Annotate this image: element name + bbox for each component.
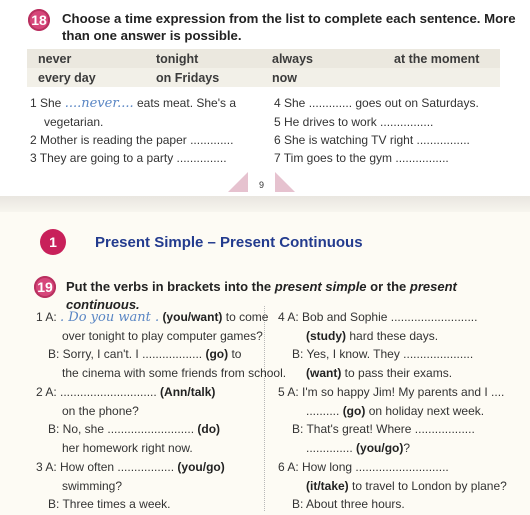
page-top [0,0,530,196]
dialogue-6-a: 6 A: How long ............................ [278,460,449,474]
column-separator [264,306,265,511]
word-option: at the moment [394,52,480,66]
verb-prompt: (go) [205,347,229,361]
dialogue-5-b-cont [306,441,410,456]
dialogue-4-a-cont [306,329,438,344]
exercise-18-instruction-line1: Choose a time expression from the list to complete each sentence. More [62,11,516,26]
dialogue-1-a-cont: over tonight to play computer games? [62,329,263,343]
dialogue-3-b: B: Three times a week. [48,497,171,511]
dialogue-2-a-cont: on the phone? [62,404,139,418]
dialogue-5-a: 5 A: I'm so happy Jim! My parents and I .... [278,385,505,399]
exercise-number: 19 [37,279,53,295]
instruction-emphasis: present simple [274,279,367,294]
verb-prompt: (you/go) [177,460,225,474]
dialogue-2-b [48,422,220,437]
instruction-text: or the [370,279,407,294]
dialogue-1-a [36,310,268,325]
unit-number: 1 [49,234,57,250]
word-option: tonight [156,52,199,66]
verb-prompt: (you/want) [162,310,223,324]
page-number: 9 [259,180,265,190]
sentence-text: hard these days. [349,329,439,343]
verb-prompt: (study) [306,329,346,343]
sentence-6: 6 She is watching TV right ................ [274,133,470,147]
sentence-text: to pass their exams. [344,366,453,380]
verb-prompt: (want) [306,366,342,380]
sentence-3: 3 They are going to a party ............... [30,151,227,165]
word-option: on Fridays [156,71,220,85]
sentence-text: B: Sorry, I can't. I .................. [48,347,203,361]
dialogue-5-a-cont [306,404,484,419]
page-gap [0,196,530,212]
sentence-text: 2 A: ............................. [36,385,157,399]
verb-prompt: (it/take) [306,479,349,493]
sentence-text: .......... [306,404,340,418]
sentence-text: on holiday next week. [368,404,485,418]
dialogue-4-b-cont [306,366,452,381]
sentence-text: 1 She [30,96,62,110]
unit-title: Present Simple – Present Continuous [95,234,363,251]
exercise-18-instruction-line2: than one answer is possible. [62,28,242,43]
word-option: never [38,52,72,66]
unit-number-badge [40,229,66,255]
speaker-label: 1 A: [36,310,57,324]
sentence-text: to travel to London by plane? [352,479,507,493]
dialogue-3-a [36,460,225,475]
page-corner-left [228,172,248,192]
sentence-text: eats meat. She's a [137,96,237,110]
verb-prompt: (do) [197,422,221,436]
dialogue-1-b-cont: the cinema with some friends from school. [62,366,287,380]
word-option: now [272,71,297,85]
handwritten-answer: ....never.... [64,96,134,111]
exercise-19-badge [34,276,56,298]
exercise-number: 18 [31,12,47,28]
sentence-text: ? [403,441,411,455]
verb-prompt: (go) [342,404,366,418]
instruction-text: Put the verbs in brackets into the [66,279,272,294]
verb-prompt: (Ann/talk) [160,385,216,399]
dialogue-6-b: B: About three hours. [292,497,405,511]
sentence-text: B: No, she .......................... [48,422,195,436]
sentence-text: 3 A: How often ................. [36,460,175,474]
dialogue-2-a [36,385,215,400]
exercise-18-badge [28,9,50,31]
dialogue-2-b-cont: her homework right now. [62,441,193,455]
sentence-text: .............. [306,441,353,455]
exercise-19-instruction [66,278,530,314]
sentence-text: to [231,347,242,361]
instruction-emphasis: present continuous. [66,279,457,312]
sentence-4: 4 She ............. goes out on Saturdays. [274,96,479,110]
dialogue-1-b [48,347,241,362]
sentence-7: 7 Tim goes to the gym ................ [274,151,449,165]
word-box-row2 [27,68,500,87]
dialogue-6-a-cont [306,479,507,494]
sentence-1 [30,96,236,111]
dialogue-3-a-cont: swimming? [62,479,123,493]
word-option: always [272,52,314,66]
dialogue-4-b: B: Yes, I know. They ..................... [292,347,474,361]
dialogue-5-b: B: That's great! Where .................. [292,422,475,436]
verb-prompt: (you/go) [356,441,404,455]
word-option: every day [38,71,96,85]
sentence-text: to come [225,310,269,324]
sentence-2: 2 Mother is reading the paper ............. [30,133,234,147]
page-corner-right [275,172,295,192]
sentence-1-cont: vegetarian. [44,115,104,129]
dialogue-4-a: 4 A: Bob and Sophie .......................... [278,310,478,324]
sentence-5: 5 He drives to work ................ [274,115,434,129]
handwritten-answer: . Do you want . [60,310,160,325]
